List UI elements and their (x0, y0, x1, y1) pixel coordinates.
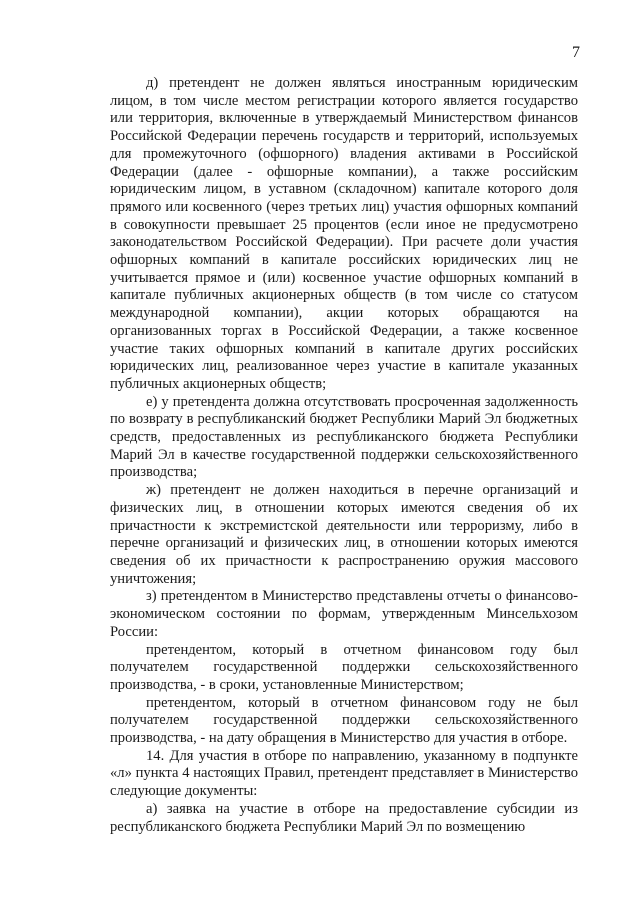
paragraph-z-item-2: претендентом, который в отчетном финансовом году не был получателем государственной поддержки сельскохозяйственного производства, - на дату обращения в Министерство для участия в отборе. (110, 694, 578, 747)
paragraph-z: з) претендентом в Министерство представлены отчеты о финансово-экономическом состоянии по формам, утвержденным Минсельхозом России: (110, 588, 578, 640)
paragraph-e: е) у претендента должна отсутствовать просроченная задолженность по возврату в республиканский бюджет Республики Марий Эл бюджетных средств, предоставленных из республиканского бюджета Республики Марий Эл в качестве государственной поддержки сельскохозяйственного производства; (110, 393, 578, 481)
paragraph-d: д) претендент не должен являться иностранным юридическим лицом, в том числе местом регистрации которого является государство или территория, включенные в утверждаемый Министерством финансов Российской Федерации перечень государств и территорий, используемых для промежуточного (офшорного) владения активами в Российской Федерации (далее - офшорные компании), а также российским юридическим лицом, в уставном (складочном) капитале которого доля прямого или косвенного (через третьих лиц) участия офшорных компаний в совокупности превышает 25 процентов (если иное не предусмотрено законодательством Российской Федерации). При расчете доли участия офшорных компаний в капитале российских юридических лиц не учитывается прямое и (или) косвенное участие офшорных компаний в капитале публичных акционерных обществ (в том числе со статусом международной компании), акции которых обращаются на организованных торгах в Российской Федерации, а также косвенное участие таких офшорных компаний в капитале других российских юридических лиц, реализованное через участие в капитале указанных публичных акционерных обществ; (110, 75, 578, 392)
document-body (110, 75, 578, 836)
paragraph-14-a: а) заявка на участие в отборе на предоставление субсидии из республиканского бюджета Республики Марий Эл по возмещению (110, 800, 578, 835)
page-number: 7 (572, 44, 580, 61)
paragraph-z-item-1: претендентом, который в отчетном финансовом году был получателем государственной поддержки сельскохозяйственного производства, - в сроки, установленные Министерством; (110, 641, 578, 693)
paragraph-zh: ж) претендент не должен находиться в перечне организаций и физических лиц, в отношении которых имеются сведения об их причастности к экстремистской деятельности или терроризму, либо в перечне организаций и физических лиц, в отношении которых имеются сведения об их причастности к распространению оружия массового уничтожения; (110, 482, 578, 587)
paragraph-14: 14. Для участия в отборе по направлению, указанному в подпункте «л» пункта 4 настоящих Правил, претендент представляет в Министерство следующие документы: (110, 747, 578, 800)
